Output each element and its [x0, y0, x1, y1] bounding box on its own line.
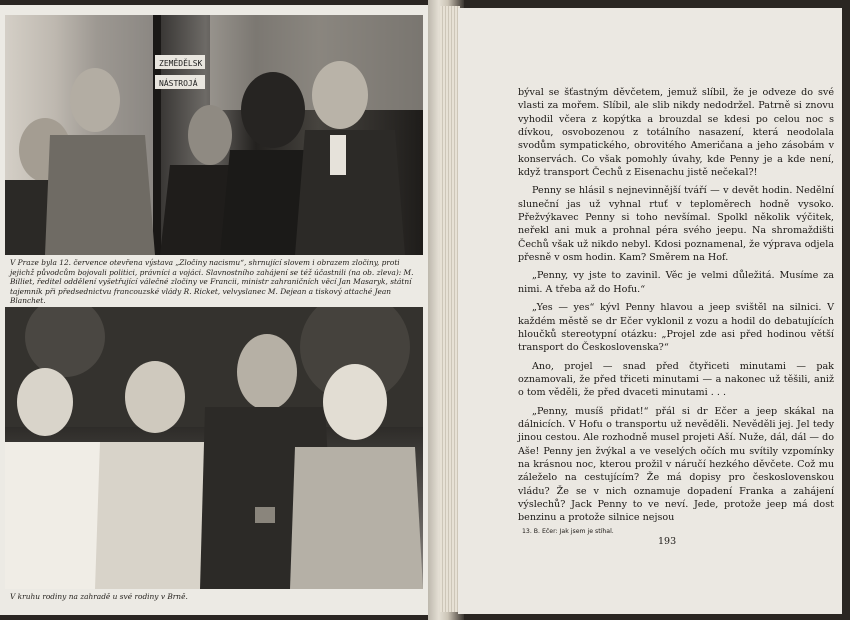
- page-number: 193: [658, 536, 677, 547]
- sign-line-2: NÁSTROJÁ: [159, 79, 198, 88]
- right-page: [458, 8, 842, 614]
- paragraph: býval se šťastným děvčetem, jemuž slíbil, že je odveze do své vlasti za mořem. Slíbil, ale slib nikdy nedodržel. Patrně si znovu vyhodil včera z kopýtka a brouzdal se kdesi po celou noc s dívkou, osvobozenou z totálního nasazení, která neodolala svodům sympatického, obrovitého Američana a jeho zásobám v konservách. Co však pomohly úvahy, kde Penny je a kde není, když transport Čechů z Eisenachu jistě nečekal?!: [518, 87, 834, 179]
- photo-family-figures: [5, 307, 423, 589]
- paragraph: „Penny, vy jste to zavinil. Věc je velmi důležitá. Musíme za nimi. A třeba až do Hofu.“: [518, 270, 834, 295]
- photo-family-garden: [5, 307, 423, 589]
- paragraph: „Yes — yes“ kývl Penny hlavou a jeep svištěl na silnici. V každém městě se dr Ečer vyklonil z vozu a hodil do debatujících hloučků stereotypní otázku: „Projel zde asi před hodinou větší transport do Československa?“: [518, 302, 834, 354]
- page-stack: [440, 6, 460, 612]
- body-text: [518, 86, 834, 530]
- paragraph: Ano, projel — snad před čtyřiceti minutami — pak oznamovali, že před třiceti minutami — a nakonec už těšili, aniž o tom věděli, že před dvaceti minutami . . .: [518, 360, 834, 399]
- footnote: 13. B. Ečer: Jak jsem je stíhal.: [522, 528, 614, 535]
- caption-exhibition: V Praze byla 12. července otevřena výstava „Zločiny nacismu“, shrnující slovem i obrazem zločiny, proti jejichž původcům bojovali politici, právníci a vojáci. Slavnostního zahájení se též účastnili (na ob. zleva): M. Billiet, ředitel oddělení vyšetřující válečné zločiny ve Francii, ministr zahraničních věcí Jan Masaryk, státní tajemník při předsednictvu francouzské vlády R. Ricket, velvyslanec M. Dejean a tiskový attaché Jean Blanchet.: [10, 258, 414, 305]
- paragraph: Penny se hlásil s nejnevinnější tváří — v devět hodin. Nedělní sluneční jas už vyhnal rtuť v teploměrech hodně vysoko. Přežvýkavec Penny si toho nevšímal. Spolkl několik výčitek, neřekl ani muk a prohnal péra svého jeepu. Na shromaždišti Čechů však už nikdo nebyl. Kdosi poznamenal, že výprava odjela přesně v osm hodin. Kam? Směrem na Hof.: [518, 185, 834, 264]
- paragraph: „Penny, musíš přidat!“ přál si dr Ečer a jeep skákal na dálnicích. V Hofu o transportu už nevěděli. Nevěděli jej. Jel tedy jinou cestou. Ale rozhodně musel projeti Aší. Nuže, dál, dál — do Aše! Penny jen žvýkal a ve veselých očích mu svítily vzpomínky na krásnou noc, kterou prožil v náručí hezkého děvčete. Což mu záleželo na cestujícím? Že má dopisy pro československou vládu? Že se v nich oznamuje dopadení Franka a zahájení výslechů? Jack Penny to ve neví. Jede, protože jeep má dost benzinu a protože silnice nejsou: [518, 405, 834, 524]
- left-page: [0, 5, 428, 615]
- photo-exhibition-figures: [5, 15, 423, 255]
- sign-line-1: ZEMĚDĚLSK: [159, 59, 203, 68]
- caption-family: V kruhu rodiny na zahradě u své rodiny v Brně.: [10, 592, 188, 601]
- photo-exhibition-opening: [5, 15, 423, 255]
